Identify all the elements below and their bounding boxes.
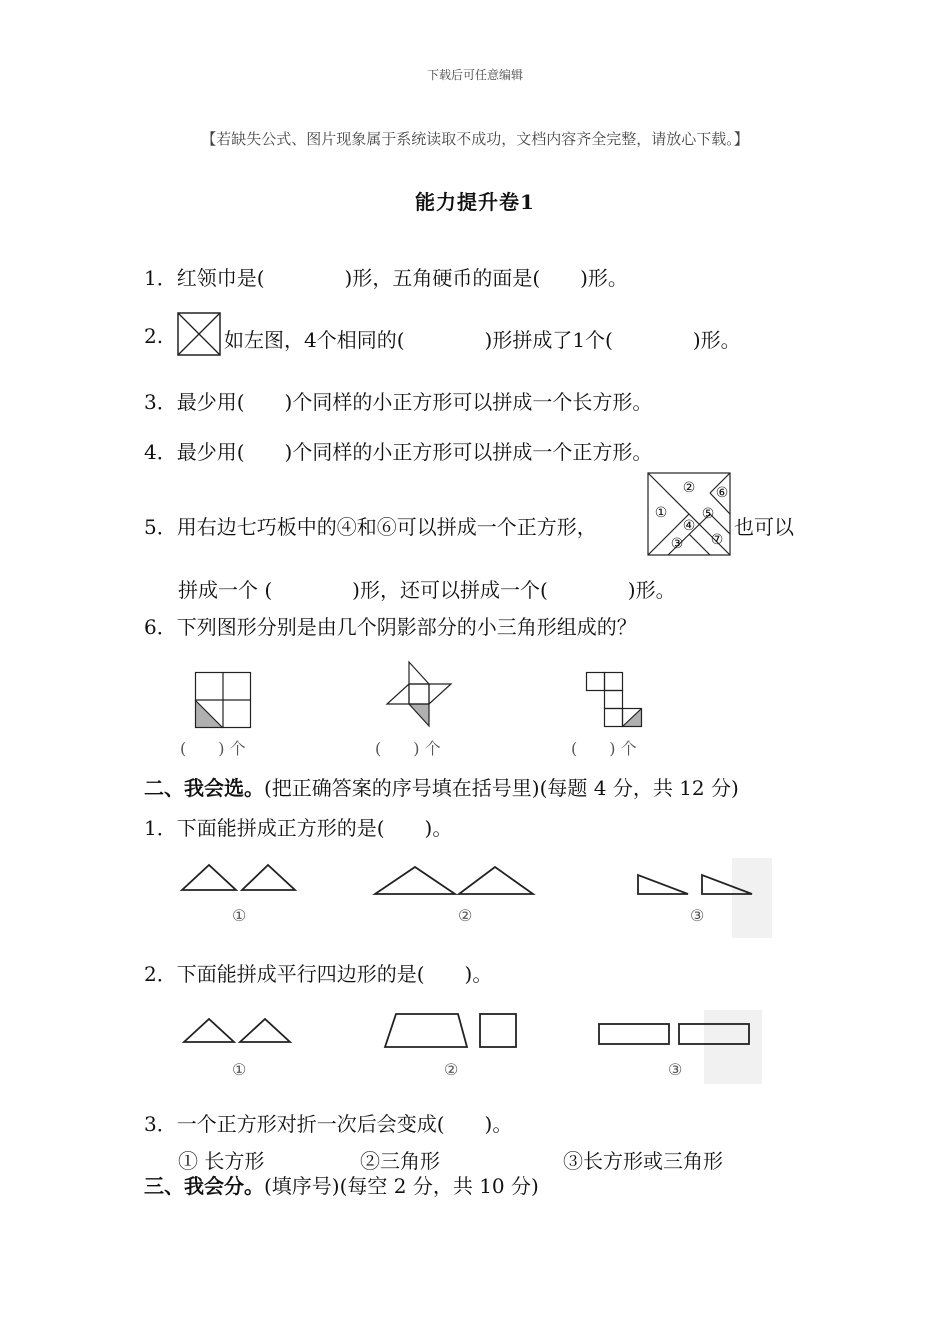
q2-3-choice-2: ②三角形 <box>360 1149 440 1173</box>
question-1-2-text: 如左图，4个相同的( )形拼成了1个( )形。 <box>224 328 741 352</box>
triangles-option-2 <box>373 864 537 896</box>
question-1-5-part-a: 5．用右边七巧板中的④和⑥可以拼成一个正方形， <box>144 515 597 539</box>
tangram-label-2: ② <box>682 480 696 496</box>
tangram-figure <box>647 472 731 556</box>
section-3-heading <box>144 1170 539 1199</box>
q2-3-choice-3: ③长方形或三角形 <box>563 1149 723 1173</box>
shapes-option-1 <box>182 1016 294 1044</box>
q2-2-option-1-label: ① <box>232 1060 247 1079</box>
watermark-block-1 <box>732 858 772 938</box>
tangram-label-7: ⑦ <box>710 532 724 548</box>
q2-2-option-2-label: ② <box>444 1060 459 1079</box>
section-2-heading <box>144 772 739 801</box>
triangles-option-3 <box>636 872 758 898</box>
section-2-heading-bold: 二、我会选。 <box>144 776 264 800</box>
q2-3-choice-1: ① 长方形 <box>178 1149 265 1173</box>
section-3-heading-bold: 三、我会分。 <box>144 1174 264 1198</box>
section-2-heading-rest: (把正确答案的序号填在括号里)(每题 4 分，共 12 分) <box>264 776 739 800</box>
grid-figure-1 <box>195 672 251 728</box>
q2-1-option-2-label: ② <box>458 906 473 925</box>
question-1-5-part-b: 也可以 <box>734 515 794 539</box>
shapes-option-3 <box>597 1022 751 1046</box>
question-1-6: 6．下列图形分别是由几个阴影部分的小三角形组成的？ <box>144 615 637 639</box>
triangles-option-1 <box>180 862 300 892</box>
question-2-2: 2．下面能拼成平行四边形的是( )。 <box>144 962 493 986</box>
question-1-4: 4．最少用( )个同样的小正方形可以拼成一个正方形。 <box>144 440 653 464</box>
q6-answer-3: ( ) 个 <box>571 739 637 758</box>
notice-text: 【若缺失公式、图片现象属于系统读取不成功，文档内容齐全完整，请放心下载。】 <box>201 130 749 148</box>
question-1-5-part-c: 拼成一个 ( )形，还可以拼成一个( )形。 <box>178 578 676 602</box>
tangram-label-3: ③ <box>670 536 684 552</box>
tangram-label-5: ⑤ <box>701 506 715 522</box>
top-note: 下载后可任意编辑 <box>426 68 523 82</box>
question-1-2-number: 2. <box>144 324 164 348</box>
staircase-figure-3 <box>586 672 644 730</box>
shapes-option-2 <box>383 1012 519 1050</box>
tangram-label-4: ④ <box>682 518 696 534</box>
q6-answer-2: ( ) 个 <box>375 739 441 758</box>
question-2-3: 3．一个正方形对折一次后会变成( )。 <box>144 1112 513 1136</box>
tangram-label-6: ⑥ <box>715 485 729 501</box>
section-3-heading-rest: (填序号)(每空 2 分，共 10 分) <box>264 1174 539 1198</box>
pinwheel-figure-2 <box>385 660 455 730</box>
q6-answer-1: ( ) 个 <box>180 739 246 758</box>
question-1-3: 3．最少用( )个同样的小正方形可以拼成一个长方形。 <box>144 390 653 414</box>
q2-1-option-3-label: ③ <box>690 906 705 925</box>
q2-2-option-3-label: ③ <box>668 1060 683 1079</box>
q2-1-option-1-label: ① <box>232 906 247 925</box>
tangram-label-1: ① <box>654 505 668 521</box>
square-x-figure <box>177 312 221 356</box>
question-1-1: 1．红领巾是( )形，五角硬币的面是( )形。 <box>144 266 628 290</box>
question-2-1: 1．下面能拼成正方形的是( )。 <box>144 816 453 840</box>
page-title: 能力提升卷1 <box>415 190 535 214</box>
